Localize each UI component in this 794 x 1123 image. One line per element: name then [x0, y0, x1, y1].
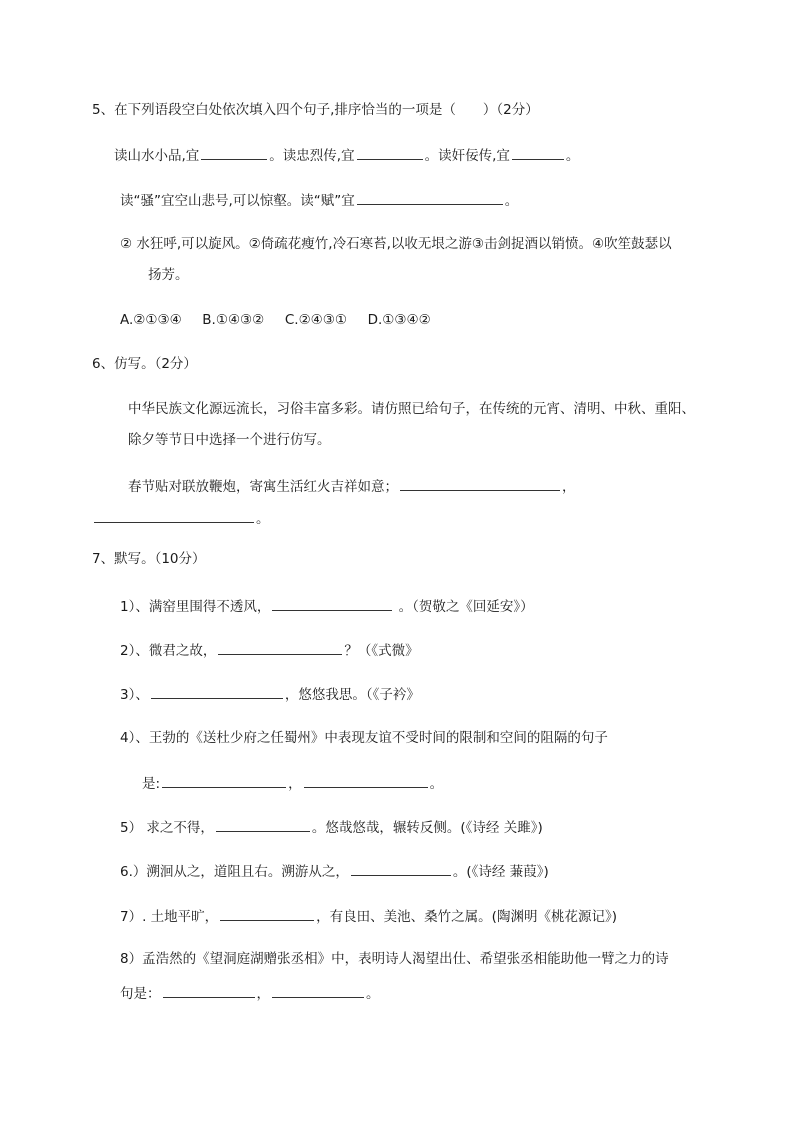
choice-c[interactable]: C.②④③① [284, 312, 347, 328]
q7-title: 7、默写。（10分） [92, 551, 206, 567]
q7-item-7-a: 7）. 土地平旷， [120, 909, 219, 925]
q7-item-5-a: 5） 求之不得， [120, 820, 214, 836]
q5-title: 5、在下列语段空白处依次填入四个句子,排序恰当的一项是（ ）（2分） [92, 102, 539, 118]
q7-item-8-b: 句是： [120, 986, 161, 1002]
answer-blank[interactable] [357, 145, 423, 160]
answer-blank[interactable] [218, 640, 342, 655]
q6-example-cont [92, 508, 270, 528]
q7-item-5-b: 。悠哉悠哉，辗转反侧。(《诗经 关雎》) [311, 820, 543, 836]
q7-item-6 [120, 861, 549, 881]
q7-item-1-b: 。（贺敬之《回延安》） [394, 599, 534, 615]
q6-example [128, 476, 576, 496]
q7-item-1 [120, 596, 534, 616]
answer-blank[interactable] [357, 190, 503, 205]
q5-line1 [114, 145, 579, 165]
q6-para2: 除夕等节日中选择一个进行仿写。 [128, 432, 331, 448]
q7-item-2-a: 2）、微君之故， [120, 643, 217, 659]
q7-item-4-cont [142, 773, 443, 793]
q7-item-7 [120, 906, 617, 926]
q5-line2 [120, 190, 518, 210]
answer-blank[interactable] [351, 861, 451, 876]
q7-item-2 [120, 640, 419, 660]
q7-item-8-cont [120, 983, 380, 1003]
q7-item-3-a: 3）、 [120, 687, 149, 703]
q5-options-line2: 扬芳。 [148, 267, 189, 283]
q7-item-4-d: 。 [429, 776, 444, 792]
q7-item-5 [120, 817, 543, 837]
answer-blank[interactable] [216, 817, 310, 832]
q7-item-4: 4）、王勃的《送杜少府之任蜀州》中表现友谊不受时间的限制和空间的阻隔的句子 [120, 730, 608, 746]
q7-item-8: 8）孟浩然的《望洞庭湖赠张丞相》中，表明诗人渴望出仕、希望张丞相能助他一臂之力的诗 [120, 951, 669, 967]
answer-blank[interactable] [94, 508, 254, 523]
q7-item-8-d: 。 [366, 986, 380, 1002]
q5-choices [120, 311, 431, 329]
answer-blank[interactable] [162, 773, 286, 788]
q6-para1: 中华民族文化源远流长，习俗丰富多彩。请仿照已给句子，在传统的元宵、清明、中秋、重阳、 [128, 401, 695, 417]
q7-item-7-b: ，有良田、美池、桑竹之属。(陶渊明《桃花源记》) [316, 909, 617, 925]
q6-period: 。 [256, 511, 270, 527]
choice-a[interactable]: A.②①③④ [120, 312, 182, 328]
q5-line1-c: 。读奸佞传,宜 [424, 148, 510, 164]
answer-blank[interactable] [400, 476, 560, 491]
q7-item-3-b: ，悠悠我思。（《子衿》 [284, 687, 420, 703]
q6-comma: ， [562, 479, 576, 495]
q7-item-8-c: ， [256, 986, 270, 1002]
choice-b[interactable]: B.①④③② [202, 312, 265, 328]
q7-item-4-c: ， [288, 776, 302, 792]
q7-item-2-b: ？（《式微》 [344, 643, 419, 659]
answer-blank[interactable] [304, 773, 428, 788]
q5-line2-b: 。 [504, 193, 519, 209]
choice-d[interactable]: D.①③④② [367, 312, 431, 328]
q5-line1-a: 读山水小品,宜 [114, 148, 200, 164]
q7-item-1-a: 1）、满窑里围得不透风， [120, 599, 271, 615]
q7-item-6-b: 。(《诗经 蒹葭》) [452, 864, 549, 880]
answer-blank[interactable] [512, 145, 564, 160]
answer-blank[interactable] [201, 145, 267, 160]
q5-options-line1: ② 水狂呼,可以旋风。②倚疏花瘦竹,冷石寒苔,以收无垠之游③击剑捉酒以销愤。④吹笙鼓瑟以 [120, 236, 672, 252]
q7-item-6-a: 6.）溯洄从之，道阻且右。溯游从之， [120, 864, 349, 880]
q5-line1-d: 。 [565, 148, 580, 164]
answer-blank[interactable] [163, 983, 255, 998]
answer-blank[interactable] [151, 684, 283, 699]
q7-item-3 [120, 684, 420, 704]
answer-blank[interactable] [220, 906, 314, 921]
q5-line1-b: 。读忠烈传,宜 [269, 148, 355, 164]
answer-blank[interactable] [272, 983, 364, 998]
q7-item-4-b: 是: [142, 776, 161, 792]
q6-title: 6、仿写。（2分） [92, 356, 197, 372]
q5-line2-a: 读“骚”宜空山悲号,可以惊壑。读“赋”宜 [120, 193, 355, 209]
q6-example-text: 春节贴对联放鞭炮，寄寓生活红火吉祥如意； [128, 479, 398, 495]
answer-blank[interactable] [272, 596, 392, 611]
